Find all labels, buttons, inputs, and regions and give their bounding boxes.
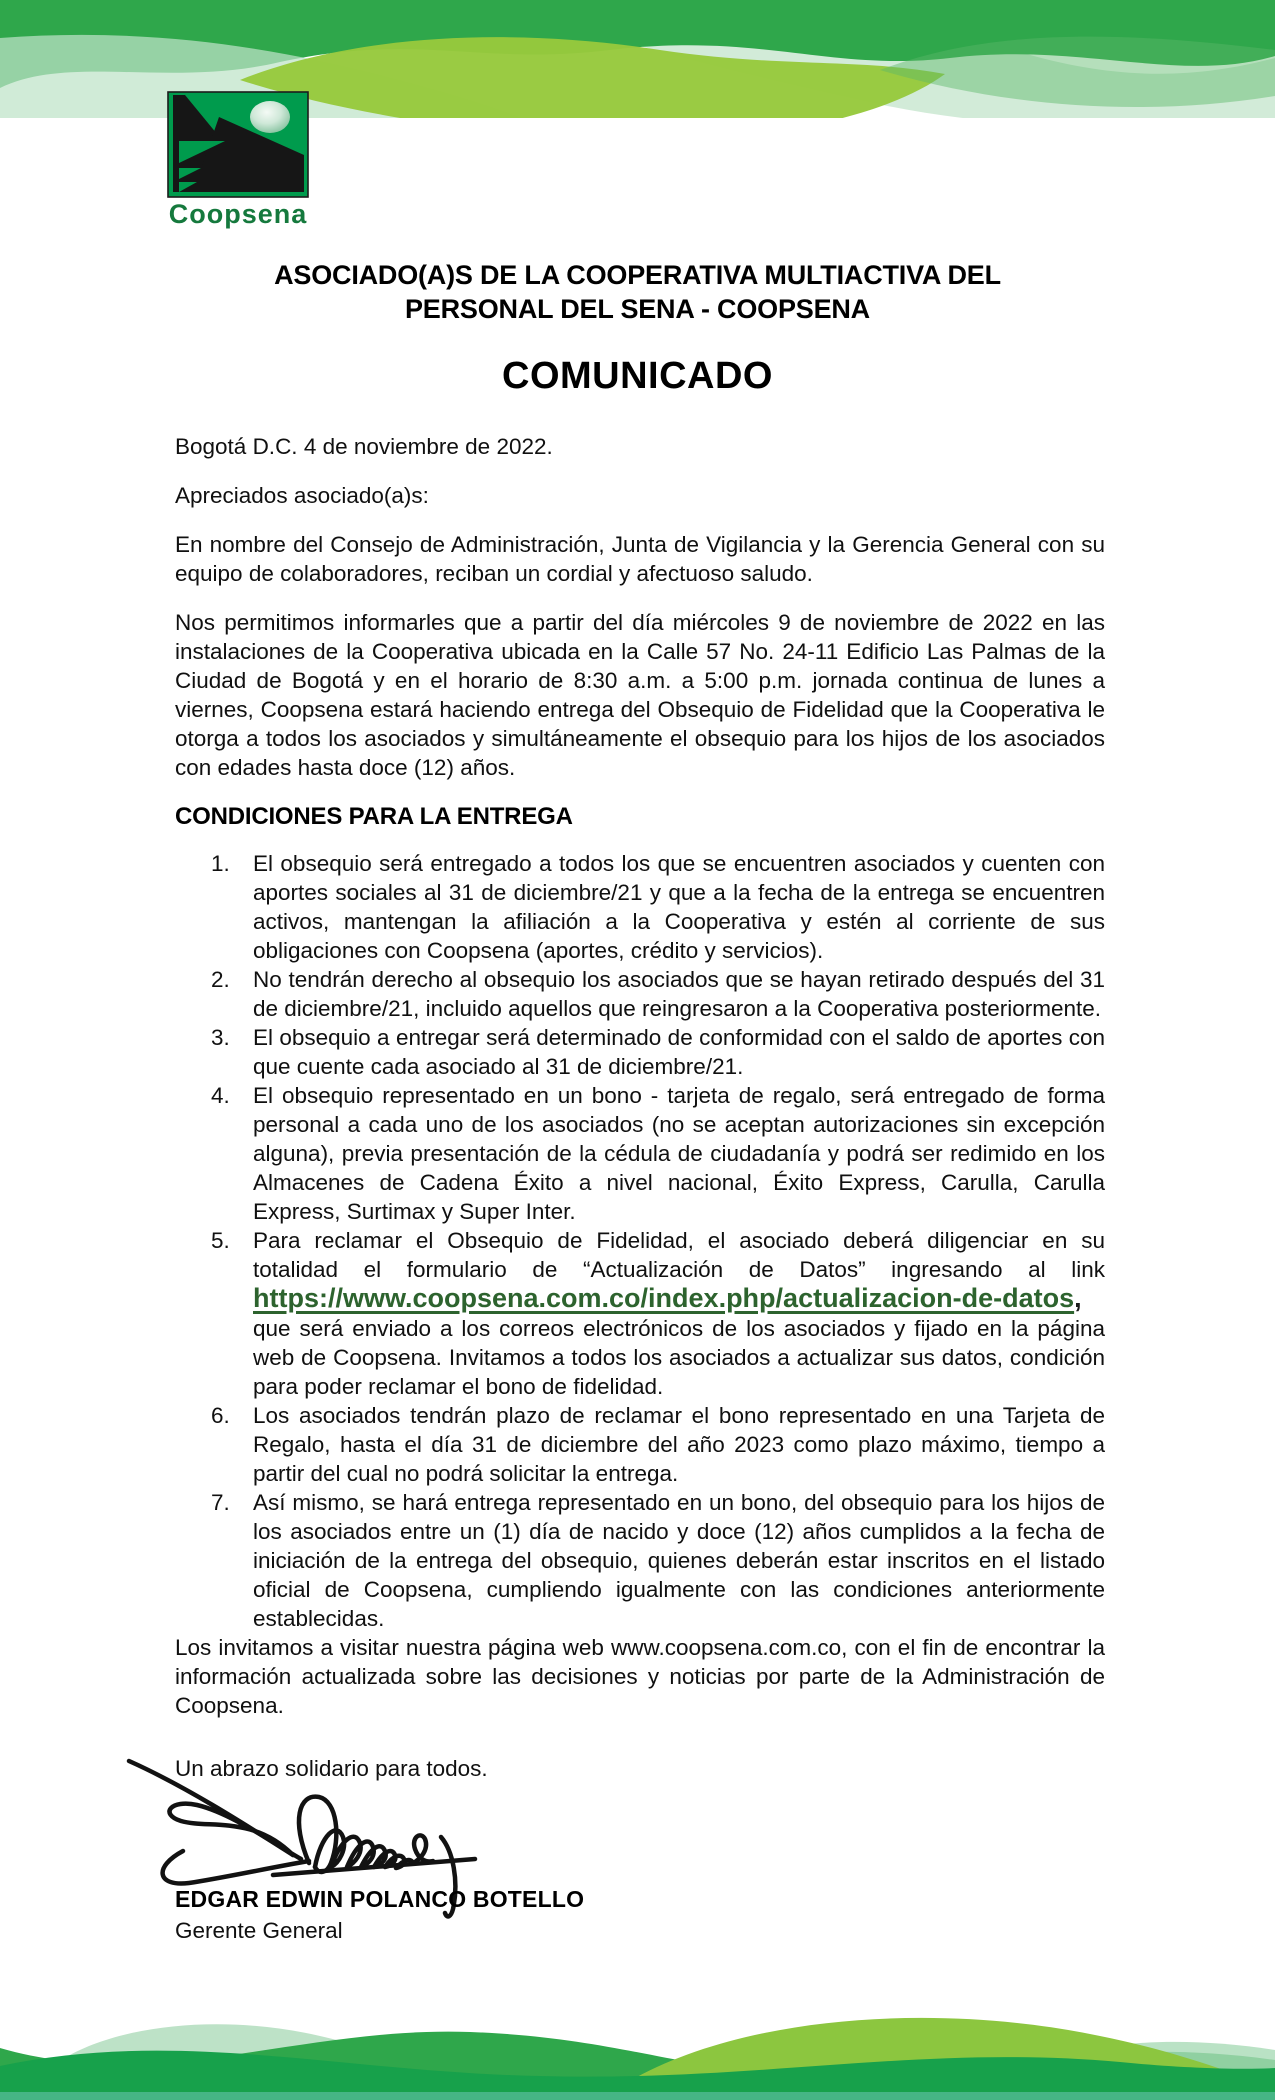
document-subtitle: COMUNICADO [502, 355, 773, 397]
condition-number: 5. [211, 1228, 230, 1253]
signature-block [175, 1803, 1105, 1963]
condition-text: El obsequio representado en un bono - tarjeta de regalo, será entregado de forma personal a cada uno de los asociados (no se aceptan autorizaciones sin excepción alguna), previa presentación de la cédula de ciudadanía y podrá ser redimido en los Almacenes de Cadena Éxito a nivel nacional, Éxito Express, Carulla, Carulla Express, Surtimax y Super Inter. [253, 1083, 1105, 1224]
condition-number: 4. [211, 1083, 230, 1108]
signatory-name: EDGAR EDWIN POLANCO BOTELLO [175, 1886, 585, 1912]
closing-paragraph: Los invitamos a visitar nuestra página web www.coopsena.com.co, con el fin de encontrar la información actualizada sobre las decisiones y noticias por parte de la Administración de Coopsena. [175, 1635, 1105, 1718]
coopsena-logo-mark [167, 91, 309, 198]
date-line: Bogotá D.C. 4 de noviembre de 2022. [175, 434, 553, 459]
condition-text: El obsequio será entregado a todos los que se encuentren asociados y cuenten con aportes sociales al 31 de diciembre/21 y que a la fecha de la entrega se encuentren activos, mantengan la afiliación a la Cooperativa y estén al corriente de sus obligaciones con Coopsena (aportes, crédito y servicios). [253, 851, 1105, 963]
condition-item-7 [175, 1488, 1105, 1633]
paragraph-announcement: Nos permitimos informarles que a partir del día miércoles 9 de noviembre de 2022 en las instalaciones de la Cooperativa ubicada en la Calle 57 No. 24-11 Edificio Las Palmas de la Ciudad de Bogotá y en el horario de 8:30 a.m. a 5:00 p.m. jornada continua de lunes a viernes, Coopsena estará haciendo entrega del Obsequio de Fidelidad que la Cooperativa le otorga a todos los asociados y simultáneamente el obsequio para los hijos de los asociados con edades hasta doce (12) años. [175, 610, 1105, 780]
condition-text: No tendrán derecho al obsequio los asociados que se hayan retirado después del 31 de diciembre/21, incluido aquellos que reingresaron a la Cooperativa posteriormente. [253, 967, 1105, 1021]
condition-number: 6. [211, 1403, 230, 1428]
condition-number: 1. [211, 851, 230, 876]
condition-number: 3. [211, 1025, 230, 1050]
condition-number: 2. [211, 967, 230, 992]
document-title-line2: PERSONAL DEL SENA - COOPSENA [405, 294, 870, 324]
document-title-line1: ASOCIADO(A)S DE LA COOPERATIVA MULTIACTIVA DEL [274, 260, 1001, 290]
conditions-heading: CONDICIONES PARA LA ENTREGA [175, 803, 573, 830]
farewell-line: Un abrazo solidario para todos. [175, 1756, 488, 1781]
document-title [0, 258, 1275, 326]
condition-item-3 [175, 1023, 1105, 1081]
condition-item-4 [175, 1081, 1105, 1226]
condition-text-before-link: Para reclamar el Obsequio de Fidelidad, el asociado deberá diligenciar en su totalidad el formulario de “Actualización de Datos” ingresando al link [253, 1228, 1105, 1282]
condition-item-2 [175, 965, 1105, 1023]
letter-body [175, 432, 1105, 1963]
signatory-role: Gerente General [175, 1918, 343, 1943]
condition-text: Así mismo, se hará entrega representado en un bono, del obsequio para los hijos de los asociados entre un (1) día de nacido y doce (12) años cumplidos a la fecha de iniciación de la entrega del obsequio, quienes deberán estar inscritos en el listado oficial de Coopsena, cumpliendo igualmente con las condiciones anteriormente establecidas. [253, 1490, 1105, 1631]
condition-text: Los asociados tendrán plazo de reclamar el bono representado en una Tarjeta de Regalo, hasta el día 31 de diciembre del año 2023 como plazo máximo, tiempo a partir del cual no podrá solicitar la entrega. [253, 1403, 1105, 1486]
condition-text: El obsequio a entregar será determinado de conformidad con el saldo de aportes con que cuente cada asociado al 31 de diciembre/21. [253, 1025, 1105, 1079]
paragraph-greeting: En nombre del Consejo de Administración, Junta de Vigilancia y la Gerencia General con su equipo de colaboradores, reciban un cordial y afectuoso saludo. [175, 532, 1105, 586]
condition-number: 7. [211, 1490, 230, 1515]
logo-brand-text: Coopsena [168, 199, 308, 229]
condition-item-5 [175, 1226, 1105, 1401]
condition-text-after-link: que será enviado a los correos electrónicos de los asociados y fijado en la página web de Coopsena. Invitamos a todos los asociados a actualizar sus datos, condición para poder reclamar el bono de fidelidad. [253, 1316, 1105, 1399]
coopsena-logo [167, 91, 309, 230]
bottom-wave-decoration [0, 2004, 1275, 2100]
actualizacion-de-datos-link[interactable]: https://www.coopsena.com.co/index.php/actualizacion-de-datos [253, 1283, 1075, 1313]
condition-item-6 [175, 1401, 1105, 1488]
link-suffix: , [1074, 1283, 1082, 1313]
salutation: Apreciados asociado(a)s: [175, 483, 429, 508]
conditions-list [175, 849, 1105, 1633]
condition-item-1 [175, 849, 1105, 965]
